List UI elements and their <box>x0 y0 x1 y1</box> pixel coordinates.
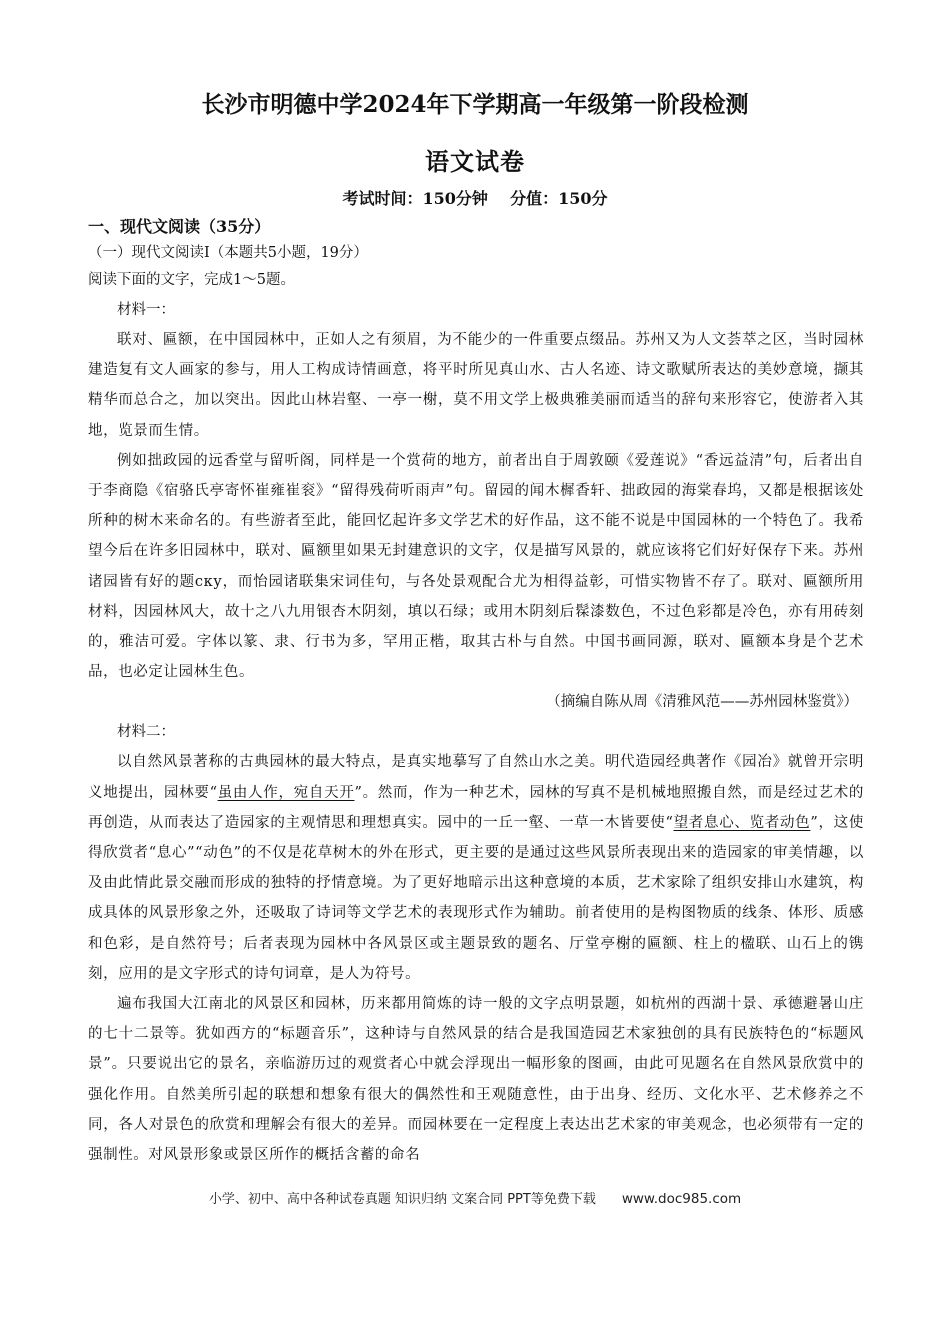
material-two-paragraph-1 <box>88 747 864 989</box>
material-one-paragraph-1: 联对、匾额，在中国园林中，正如人之有须眉，为不能少的一件重要点缀品。苏州又为人文荟萃之区，当时园林建造复有文人画家的参与，用人工构成诗情画意，将平时所见真山水、古人名迹、诗文歌赋所表达的美妙意境，撷其精华而总合之，加以突出。因此山林岩壑、一亭一榭，莫不用文学上极典雅美丽而适当的辞句来形容它，使游者入其地，览景而生情。 <box>88 332 864 439</box>
page-footer <box>0 1188 950 1207</box>
reading-instruction: 阅读下面的文字，完成1～5题。 <box>88 272 295 288</box>
subsection-title: （一）现代文阅读Ⅰ（本题共5小题，19分） <box>88 245 368 261</box>
page-title: 长沙市明德中学2024年下学期高一年级第一阶段检测 <box>201 91 749 118</box>
section-title: 一、现代文阅读（35分） <box>88 217 271 236</box>
underlined-quote: 望者息心、览者动色 <box>673 814 811 831</box>
material-one-paragraph-2: 例如拙政园的远香堂与留听阁，同样是一个赏荷的地方，前者出自于周敦颐《爱莲说》“香远益清”句，后者出自于李商隐《宿骆氏亭寄怀崔雍崔衮》“留得残荷听雨声”句。留园的闻木樨香轩、拙政园的海棠春坞，又都是根据该处所种的树木来命名的。有些游者至此，能回忆起许多文学艺术的好作品，这不能不说是中国园林的一个特色了。我希望今后在许多旧园林中，联对、匾额里如果无封建意识的文字，仅是描写风景的，就应该将它们好好保存下来。苏州诸园皆有好的题ску，而怡园诸联集宋词佳句，与各处景观配合尤为相得益彰，可惜实物皆不存了。联对、匾额所用材料，因园林风大，故十之八九用银杏木阴刻，填以石绿；或用木阴刻后髹漆数色，不过色彩都是冷色，亦有用砖刻的，雅洁可爱。字体以篆、隶、行书为多，罕用正楷，取其古朴与自然。中国书画同源，联对、匾额本身是个艺术品，也必定让园林生色。 <box>88 452 864 681</box>
material-one-source: （摘编自陈从周《清雅风范——苏州园林鉴赏》） <box>546 694 858 711</box>
paragraph-text: ”。然而，作为一种艺术，园林的写真不是机械地照搬自然，而是经过艺术的再创造，从而表达了造园家的主观情思和理想真实。园中的一丘一壑、一草一木皆要使“ <box>88 784 864 831</box>
exam-content <box>88 214 864 1170</box>
footer-url: www.doc985.com <box>621 1191 742 1207</box>
underlined-quote: 虽由人作，宛自天开 <box>217 784 355 801</box>
material-two-label: 材料二： <box>117 724 175 741</box>
paragraph-text: ”，这使得欣赏者“息心”“动色”的不仅是花草树木的外在形式，更主要的是通过这些风景所表现出来的造园家的审美情趣，以及由此情此景交融而形成的独特的抒情意境。为了更好地暗示出这种意境的本质，艺术家除了组织安排山水建筑，构成具体的风景形象之外，还吸取了诗词等文学艺术的表现形式作为辅助。前者使用的是构图物质的线条、体形、质感和色彩，是自然符号；后者表现为园林中各风景区或主题景致的题名、厅堂亭榭的匾额、柱上的楹联、山石上的镌刻，应用的是文字形式的诗句词章，是人为符号。 <box>88 814 864 982</box>
exam-info: 考试时间：150分钟 分值：150分 <box>342 189 608 208</box>
material-two-paragraph-2: 遍布我国大江南北的风景区和园林，历来都用简炼的诗一般的文字点明景题，如杭州的西湖十景、承德避暑山庄的七十二景等。犹如西方的“标题音乐”，这种诗与自然风景的结合是我国造园艺术家独创的具有民族特色的“标题风景”。只要说出它的景名，亲临游历过的观赏者心中就会浮现出一幅形象的图画，由此可见题名在自然风景欣赏中的强化作用。自然美所引起的联想和想象有很大的偶然性和王观随意性，由于出身、经历、文化水平、艺术修养之不同，各人对景色的欣赏和理解会有很大的差异。而园林要在一定程度上表达出艺术家的审美观念，也必须带有一定的强制性。对风景形象或景区所作的概括含蓄的命名 <box>88 996 864 1164</box>
paragraph-text: 以自然风景著称的古典园林的最大特点，是真实地摹写了自然山水之美。明代造园经典著作《园冶》就曾开宗明义地提出，园林要“ <box>88 754 864 801</box>
footer-text: 小学、初中、高中各种试卷真题 知识归纳 文案合同 PPT等免费下载 <box>208 1192 596 1207</box>
page-subtitle: 语文试卷 <box>425 147 525 176</box>
material-one-label: 材料一： <box>117 302 175 318</box>
